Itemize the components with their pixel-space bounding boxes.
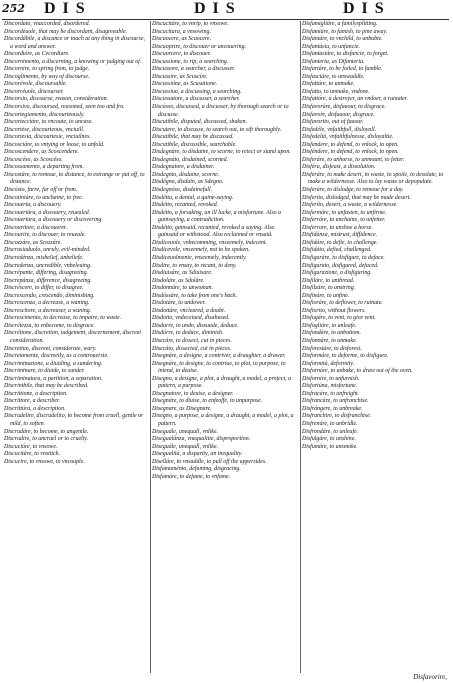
- dictionary-entry: Discussióne, as Scusatione.: [152, 81, 218, 88]
- dictionary-entry: Discortecciáre, to vncoate, to uncase.: [4, 119, 93, 126]
- dictionary-entry: Disfedeltà, vnfaithfulnesse, disloyaltie.: [302, 134, 394, 141]
- dictionary-entry: Disferíto, dislodged, that may be made desert.: [302, 194, 411, 201]
- dictionary-entry: Disfogáre, to vent, to give vent.: [302, 315, 376, 322]
- dictionary-entry: Discuorcere, to discouer.: [152, 51, 211, 58]
- dictionary-entry: Discoscéso, as Scoscéso.: [4, 156, 63, 163]
- dictionary-entry: Disfrondáre, to unleafe.: [302, 428, 359, 435]
- dictionary-entry: Disféra, disfeast, a dissolution.: [302, 164, 376, 171]
- column-left: [4, 21, 148, 673]
- dictionary-entry: Discuocere, as Scuocere.: [152, 36, 212, 43]
- dictionary-entry: Disfamiáre, to famish, to pine away.: [302, 28, 388, 35]
- dictionary-entry: Disfiorito, without flowers.: [302, 307, 366, 314]
- dictionary-entry: Discrétione, discretion, iudgement, discernement, discreet consideration.: [4, 330, 141, 344]
- dictionary-entry: Discrudáre, to become, to ungentle.: [4, 428, 89, 435]
- dictionary-entry: Disfattáre, to unmake.: [302, 81, 355, 88]
- dictionary-entry: Disdotáre, to undower.: [152, 300, 206, 307]
- dictionary-entry: Discrétezza, to vnbecome, to disgrace.: [4, 322, 95, 329]
- dictionary-entry: Diseguále, unequall, vnlike.: [152, 428, 218, 435]
- dictionary-entry: Disdegnáto, disdained, scorned.: [152, 156, 229, 163]
- dictionary-entry: Disfortúna, misfortune.: [302, 383, 358, 390]
- dictionary-entry: Disfulgáre, to unshine.: [302, 436, 356, 443]
- dictionary-entry: Discordióre, as Cecordiare.: [4, 51, 70, 58]
- dictionary-entry: Disfináre, to unfine.: [302, 292, 350, 299]
- dictionary-entry: Disferíto, desert, a waste, a wildernesse.: [302, 202, 398, 209]
- dictionary-entry: Disfattóre, a destroyer, an vndoer, a ruinater.: [302, 96, 408, 103]
- dictionary-entry: Disfornire, to unfurnish.: [302, 375, 360, 382]
- dictionary-entry: Discorévole, discoursable.: [4, 81, 67, 88]
- dictionary-entry: Disfidáre, to defie, to challenge.: [302, 239, 378, 246]
- header-rule: [2, 19, 449, 20]
- dictionary-entry: Disfidáto, defied, challenged.: [302, 247, 372, 254]
- dictionary-entry: Disferáre, to make desert, to waste, to spoile, to desolate, to make a wildernesse. Also to lay waste or depopulate.: [302, 171, 444, 186]
- dictionary-entry: Discrudire, to uncruel or to cruelty.: [4, 436, 89, 443]
- dictionary-entry: Disferrare, to unshoe a horse.: [302, 224, 373, 231]
- dictionary-entry: Disegno, a purpose, a designe, a draught, a model, a plot, a pattern.: [152, 413, 294, 427]
- dictionary-entry: Disfumáre, to unsmoke.: [302, 443, 358, 450]
- dictionary-entry: Disferráre, to unchaine, to unfetter.: [302, 217, 386, 224]
- dictionary-entry: Discússo, discussed, a discusser, by thorough search or to discusse.: [152, 104, 289, 118]
- dictionary-entry: Disformità, deformity.: [302, 360, 355, 367]
- dictionary-entry: Disfigurato, disfigured, defaced.: [302, 262, 379, 269]
- dictionary-entry: Discouertura, a discouery or discovering.: [4, 217, 103, 224]
- dictionary-entry: Discuciáre, to vnsowe.: [4, 443, 58, 450]
- dictionary-entry: Discrepánza, difference, disagreeing.: [4, 277, 92, 284]
- column-right: [302, 21, 450, 673]
- dictionary-entry: Discouerta, a discouery.: [4, 202, 62, 209]
- dictionary-entry: Disfrángere, to unbreake.: [302, 405, 363, 412]
- dictionary-entry: Discortesia, discourtesie, vnciuilnes.: [4, 134, 91, 141]
- dictionary-entry: Disegnáre, to diuise, to enfeoffe, to unpurpose.: [152, 398, 263, 405]
- dictionary-entry: Disdétto, a forsaking, an ill lucke, a misfortune. Also a gainsaying, a contradiction.: [152, 209, 281, 224]
- dictionary-entry: Disdiuisáre, as Sdiuisare.: [152, 270, 213, 277]
- dictionary-entry: Discorsio, discourse, reason, consideration.: [4, 96, 109, 103]
- dictionary-entry: Disdire, to vnsay, to recant, to deny.: [152, 262, 237, 269]
- dictionary-entry: Disdotto, vndeceiued, disabused.: [152, 315, 230, 322]
- dictionary-entry: Discutibile, disputed, discussed, shaken.: [152, 119, 248, 126]
- dictionary-entry: Discossamento, a departing from.: [4, 164, 84, 171]
- dictionary-entry: Disdonnáre, to unwoman.: [152, 285, 213, 292]
- dictionary-entry: Disfavoráre, disfauour, to disgrace.: [302, 104, 386, 111]
- dictionary-entry: Discoglimento, by way of discourse.: [4, 73, 90, 80]
- dictionary-entry: Disfrenáre, to unbridle.: [302, 420, 358, 427]
- dictionary-entry: Disfogliáre, to unleafe.: [302, 322, 357, 329]
- dictionary-entry: Disfedéle, vnfaithfull, disloyall.: [302, 126, 377, 133]
- dictionary-entry: Disdegnáre, to disdaine, to scorne, to reiect or stand upon.: [152, 149, 291, 156]
- dictionary-entry: Disfatto, to unmake, vndone.: [302, 88, 370, 95]
- dictionary-entry: Discordato, vnaccorded, disordered.: [4, 21, 90, 27]
- dictionary-entry: Discuoprire, to discouer or uncouering.: [152, 43, 247, 50]
- dictionary-entry: Discussione, to rip, a searching.: [152, 58, 229, 65]
- dictionary-entry: Disfidánza, mistrust, diffidence.: [302, 232, 378, 239]
- dictionary-entry: Disecáre, to dissect, cut in pieces.: [152, 337, 232, 344]
- dictionary-entry: Disdétto, recanted, revoked.: [152, 202, 219, 209]
- dictionary-entry: Discrescenza, a decrease, a waning.: [4, 300, 90, 307]
- dictionary-entry: Discornire, to spring from, to judge.: [4, 66, 90, 73]
- dictionary-entry: Disegnare, as Disegnare.: [152, 405, 212, 412]
- dictionary-entry: Disfranchire, to disfranchise.: [302, 413, 372, 420]
- dictionary-entry: Disferáre, to dislodge, to remoue for a day.: [302, 187, 404, 194]
- dictionary-entry: Disegualánza, vnequalitie, disproportion.: [152, 436, 251, 443]
- dictionary-entry: Disfamigliáre, a familysplitting.: [302, 21, 378, 27]
- dictionary-entry: Disdétta, a denial, a gaine-saying.: [152, 194, 234, 201]
- dictionary-entry: Disdúrre, to deduce, diminish.: [152, 330, 224, 337]
- column-divider-2: [300, 21, 301, 673]
- dictionary-entry: Disfendere, to defend, to vnlock, to open.: [302, 141, 399, 148]
- dictionary-entry: Discucitura, a vnsowing.: [152, 28, 211, 35]
- dictionary-entry: Discredenza, uncredible, vnbeleuing.: [4, 262, 92, 269]
- dictionary-entry: Discrittore, a describer.: [4, 398, 61, 405]
- dictionary-entry: Discucire, to vnsowe, to vncouple.: [4, 458, 85, 465]
- dictionary-entry: Disforestáre, to disforest.: [302, 345, 362, 352]
- dictionary-entry: Disfamáre, to defame, to vnfame.: [152, 473, 231, 480]
- dictionary-entry: Disferáre, to unhorse, to unmount, to fetter.: [302, 156, 405, 163]
- dictionary-entry: Disfiláre, to unthread.: [302, 277, 355, 284]
- catchword: Disfavorire,: [413, 673, 447, 681]
- dictionary-entry: Discucitáre, to vnstitch.: [4, 451, 61, 458]
- dictionary-entry: Discriminatura, a partition, a separation.: [4, 375, 103, 382]
- dictionary-entry: Disdoláre, as Sdoláre.: [152, 277, 205, 284]
- dictionary-entry: Discouritore, a discouerer.: [4, 224, 68, 231]
- dictionary-entry: Disdegnio, disdaine, scorne.: [152, 171, 220, 178]
- dictionary-entry: Disfamaménto, defaming, disgracing.: [152, 466, 241, 473]
- dictionary-entry: Disfrancáre, to unfranchise.: [302, 398, 369, 405]
- dictionary-entry: Discrittúra, a description.: [4, 405, 66, 412]
- running-head-left: DIS: [44, 0, 92, 17]
- dictionary-entry: Discussíre, as Scuscíre.: [152, 73, 208, 80]
- dictionary-entry: Disfanteria, as Difanteria.: [302, 58, 365, 65]
- dictionary-entry: Disdottáre, vncleared, a doubt.: [152, 307, 226, 314]
- dictionary-entry: Discrinibile, that may be described.: [4, 383, 89, 390]
- dictionary-entry: Discourire, to discouer, to reueale.: [4, 232, 86, 239]
- dictionary-entry: Discussore, a searcher, a discusser.: [152, 66, 236, 73]
- dictionary-entry: Disfracáre, to unfreight.: [302, 390, 360, 397]
- dictionary-entry: Discrittione, a description.: [4, 390, 68, 397]
- dictionary-entry: Disdóssáre, to take from one's back.: [152, 292, 238, 299]
- dictionary-entry: Discriminare, to diuide, to sunder.: [4, 368, 85, 375]
- dictionary-entry: Disfantáre, to vnchild, to unbabie.: [302, 36, 383, 43]
- dictionary-entry: Discussatore, a discusser, a searcher.: [152, 96, 240, 103]
- dictionary-entry: Disegno, a designe, a plot, a draught, a model, a project, a pattern, a purpose.: [152, 375, 292, 390]
- dictionary-entry: Disfondáre, to unbottom.: [302, 330, 362, 337]
- dictionary-entry: Discussiuo, a discussing, a searching.: [152, 88, 242, 95]
- dictionary-entry: Discutere, to discusse, to search out, to sift thoroughly.: [152, 126, 282, 133]
- dictionary-entry: Discutibile, that may be discussed.: [152, 134, 234, 141]
- dictionary-entry: Disfavore, disfauour, disgrace.: [302, 111, 375, 118]
- dictionary-entry: Disfartáre, to be foiled, to fumble.: [302, 66, 383, 73]
- dictionary-entry: Disdiceuole, vnbecomming, vnseemely, indecent.: [152, 239, 267, 246]
- dictionary-entry: Disdégno, disdain, as Sdegno.: [152, 179, 224, 186]
- dictionary-entry: Disformáre, to deforme, to disfigure.: [302, 353, 389, 360]
- dictionary-entry: Discordéuole, that may be discordant, disagreeable.: [4, 28, 128, 35]
- dictionary-entry: Disfornáre, to unbake, to draw out of the oven.: [302, 368, 413, 375]
- dictionary-entry: Discrescitore, a decreaser, a waning.: [4, 307, 92, 314]
- dictionary-entry: Disegnatore, to deuise, a designer.: [152, 390, 234, 397]
- dictionary-entry: Disegnáre, a designe, a contriver, a draughter, a drawer.: [152, 353, 286, 360]
- dictionary-entry: Discredénza, misbelief, unbeliefe.: [4, 254, 84, 261]
- column-middle: [152, 21, 296, 673]
- dictionary-entry: Disfantásia, to unfancie.: [302, 43, 360, 50]
- dictionary-entry: Disfigurazione, a disfiguring.: [302, 270, 372, 277]
- dictionary-entry: Discosciáre, to vntying or loose, to unfold.: [4, 141, 105, 148]
- dictionary-entry: Disfasciáre, to unswaddle.: [302, 73, 365, 80]
- dictionary-entry: Diselláre, to vnsaddle, to pull off the uppersides.: [152, 458, 267, 465]
- dictionary-entry: Discrasiaduolo, unruly, evil-minded.: [4, 247, 91, 254]
- dictionary-entry: Disdegnatore, a disdainer.: [152, 164, 215, 171]
- dictionary-entry: Discouertúra, a discouery, reuealed.: [4, 209, 91, 216]
- dictionary-entry: Discordábile, a discance or touch at any thing in discourse, a word and answer.: [4, 36, 145, 50]
- dictionary-entry: Discretamente, discreetly, as a controuersie.: [4, 353, 109, 360]
- dictionary-entry: Discrescendo, crescendo, diminishing.: [4, 292, 95, 299]
- dictionary-entry: Disdegnóso, disdainefull.: [152, 187, 213, 194]
- dictionary-entry: Discrescimento, to decrease, to impaire, to waste.: [4, 315, 122, 322]
- dictionary-entry: Disegnáre, to designe, to contriue, to plot, to purpose, to intend, to deuise.: [152, 360, 286, 375]
- dictionary-entry: Discretiuo, discreet, considerate, wary.: [4, 345, 97, 352]
- dictionary-entry: Disféndere, to defend, to vnlock, to open.: [302, 149, 399, 156]
- page-header: [0, 0, 453, 20]
- dictionary-entry: Diseguále, unequall, vnlike.: [152, 443, 218, 450]
- dictionary-entry: Discortése, discourteous, vnciuill.: [4, 126, 85, 133]
- dictionary-entry: Discucitáre, to vnrip, to vnsowe.: [152, 21, 229, 27]
- dictionary-entry: Disfantasiáre, to disfancie, to forget.: [302, 51, 389, 58]
- dictionary-entry: Disdiceuolmente, vnseemely, indecently.: [152, 254, 247, 261]
- dictionary-entry: Discrudelire, discrudelito, to become from cruell, gentle or mild, to soften.: [4, 413, 144, 427]
- dictionary-entry: Discrépante, differing, disagreeing.: [4, 270, 89, 277]
- dictionary-entry: Discornimento, a discerning, a knowing or judging out of.: [4, 58, 142, 65]
- dictionary-entry: Discósto, farre, far off or from.: [4, 187, 78, 194]
- dictionary-entry: Discotiniáre, to unchaine, to free.: [4, 194, 84, 201]
- dictionary-entry: Disfiguráre, to disfigure, to deface.: [302, 254, 385, 261]
- dictionary-entry: Disfonnáre, to unmake.: [302, 337, 358, 344]
- dictionary-entry: Disdicevole, vnseemely, not to be spoken.: [152, 247, 250, 254]
- dictionary-entry: Disdétto, gainsaid, recanted, revoked a saying. Also gainsaid or withstood. Also reclaimed or vnsaid.: [152, 224, 275, 239]
- dictionary-entry: Discostáre, to remoue, to distance, to estrange or put off, to distance.: [4, 171, 145, 186]
- dictionary-entry: Disfermáre, to unfasten, to unfirme.: [302, 209, 387, 216]
- dictionary-entry: Discréscere, to differ, to disagree.: [4, 285, 84, 292]
- dictionary-entry: Discoscendere, as Scoscendere.: [4, 149, 79, 156]
- dictionary-entry: Disfioráre, to deflower, to ruinate.: [302, 300, 383, 307]
- dictionary-entry: Discorsivo, discoursed, reasoned, seen too and fro.: [4, 104, 125, 111]
- page-number: 252: [2, 2, 25, 15]
- dictionary-entry: Discriminazione, a diuiding, a sundering.: [4, 360, 103, 367]
- dictionary-entry: Discorréuole, discourser.: [4, 88, 64, 95]
- dictionary-entry: Disecáto, dissected, cut in pieces.: [152, 345, 232, 352]
- column-divider-1: [150, 21, 151, 673]
- dictionary-entry: Discozzáre, as Scozzáre.: [4, 239, 62, 246]
- dictionary-entry: Discutibile, discussible, searchable.: [152, 141, 237, 148]
- dictionary-entry: Disdurre, to undo, dissuade, deduce.: [152, 322, 239, 329]
- dictionary-entry: Discortegiamento, discourteously.: [4, 111, 85, 118]
- running-head-center: DIS: [194, 0, 242, 17]
- dictionary-entry: Disfilzáre, to unstring.: [302, 285, 356, 292]
- dictionary-entry: Disfavorito, out of fauour.: [302, 119, 364, 126]
- running-head-right: DIS: [343, 0, 391, 17]
- dictionary-entry: Disegualità, a disparity, an inequality.: [152, 451, 243, 458]
